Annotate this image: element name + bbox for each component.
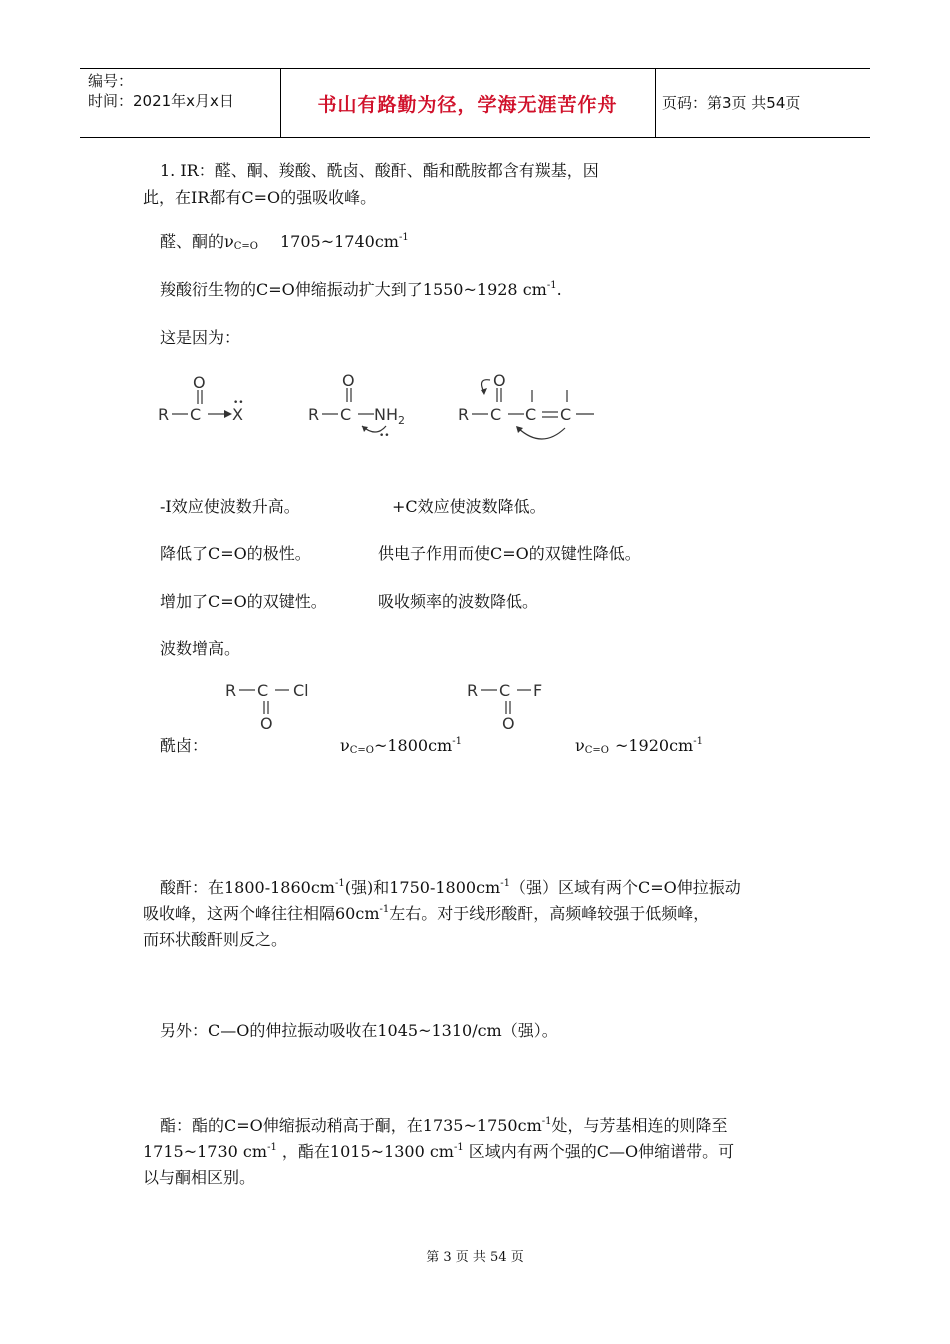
acyl-fluoride-value: [575, 733, 703, 759]
atom-R: R: [225, 681, 237, 700]
unit-exponent: -1: [267, 1142, 277, 1153]
atom-R: R: [158, 405, 170, 424]
atom-C: C: [525, 405, 537, 424]
acyl-fluoride-structure: [467, 681, 542, 733]
anhydride-line2: [143, 901, 709, 927]
atom-C: C: [560, 405, 572, 424]
atom-X: X: [232, 405, 243, 424]
amide-structure: [308, 371, 405, 441]
effect-left-3: 增加了C=O的双键性。: [160, 592, 327, 611]
conjugated-structure: [458, 371, 594, 439]
header-page-number: 页码：第3页 共54页: [662, 94, 801, 112]
para-ir-line2: 此，在IR都有C=O的强吸收峰。: [143, 188, 377, 207]
anhydride-text: 左右。对于线形酸酐，高频峰较强于低频峰，: [389, 904, 710, 923]
atom-R: R: [308, 405, 320, 424]
anhydride-line1: [160, 875, 741, 901]
document-number-label: 编号：: [88, 72, 134, 90]
atom-NH: NH: [374, 405, 398, 424]
ester-text: 处，与芳基相连的则降至: [551, 1116, 728, 1135]
unit-exponent: -1: [453, 1142, 464, 1153]
acyl-fluoride-range: ~1920cm: [614, 736, 694, 755]
acyl-halide-label: 酰卤：: [160, 736, 209, 755]
atom-C: C: [340, 405, 352, 424]
aldehyde-ketone-label: 醛、酮的: [160, 232, 225, 251]
atom-O: O: [260, 714, 273, 733]
co-subscript: C=O: [349, 745, 374, 756]
atom-Cl: Cl: [293, 681, 309, 700]
atom-C: C: [490, 405, 502, 424]
unit-exponent: -1: [452, 736, 462, 747]
unit-exponent: -1: [379, 904, 390, 915]
derivative-line: [160, 277, 562, 303]
anhydride-text: (强)和1750-1800cm: [344, 878, 501, 897]
header-motto: 书山有路勤为径，学海无涯苦作舟: [317, 94, 618, 116]
acyl-chloride-structure: [225, 681, 309, 733]
derivative-text: 羧酸衍生物的C=O伸缩振动扩大到了1550~1928 cm: [160, 280, 547, 299]
anhydride-text: （强）区域有两个C=O伸拉振动: [509, 878, 741, 897]
reason-line: 这是因为：: [160, 328, 241, 347]
acyl-chloride-range: ~1800cm: [373, 736, 453, 755]
unit-exponent: -1: [334, 878, 345, 889]
aldehyde-ketone-range: 1705~1740cm: [279, 232, 399, 251]
co-stretch-line: 另外：C—O的伸拉振动吸收在1045~1310/cm（强）。: [160, 1021, 558, 1040]
ester-text: ，酯在1015~1300 cm: [276, 1142, 454, 1161]
co-subscript: C=O: [233, 241, 258, 252]
nu-symbol: ν: [224, 232, 234, 251]
atom-O: O: [493, 371, 506, 390]
lone-pair-icon: ••: [379, 431, 390, 441]
unit-exponent: -1: [693, 736, 703, 747]
ester-line1: [160, 1113, 728, 1139]
effect-left-4: 波数增高。: [160, 639, 241, 658]
acyl-chloride-value: [340, 733, 462, 759]
atom-O: O: [502, 714, 515, 733]
nu-symbol: ν: [340, 736, 350, 755]
header-divider: [655, 69, 656, 137]
atom-C: C: [190, 405, 202, 424]
atom-O: O: [342, 371, 355, 390]
effect-right-3: 吸收频率的波数降低。: [378, 592, 539, 611]
resonance-structures: [150, 368, 610, 448]
ester-text: 酯：酯的C=O伸缩振动稍高于酮，在1735~1750cm: [160, 1116, 542, 1135]
page-footer: 第 3 页 共 54 页: [426, 1250, 524, 1265]
nu-symbol: ν: [575, 736, 585, 755]
effect-left-2: 降低了C=O的极性。: [160, 544, 311, 563]
co-subscript: C=O: [584, 745, 609, 756]
unit-exponent: -1: [546, 280, 557, 291]
unit-exponent: -1: [398, 232, 409, 243]
acyl-halide-structure: [158, 373, 244, 424]
ester-line3: 以与酮相区别。: [143, 1168, 256, 1187]
atom-R: R: [458, 405, 470, 424]
atom-O: O: [193, 373, 206, 392]
page-header: [80, 68, 870, 138]
ester-text: 区域内有两个强的C—O伸缩谱带。可: [463, 1142, 735, 1161]
curved-arrow-icon: [518, 428, 565, 439]
unit-exponent: -1: [500, 878, 510, 889]
atom-C: C: [499, 681, 511, 700]
acyl-halide-structures: [215, 674, 575, 734]
header-meta: [88, 71, 234, 111]
aldehyde-ketone-line: [160, 229, 409, 255]
para-ir-line1: 1. IR：醛、酮、羧酸、酰卤、酸酐、酯和酰胺都含有羰基，因: [160, 161, 599, 180]
unit-exponent: -1: [541, 1116, 552, 1127]
ester-text: 1715~1730 cm: [143, 1142, 268, 1161]
anhydride-text: 酸酐：在1800-1860cm: [160, 878, 335, 897]
period: .: [556, 280, 562, 299]
atom-R: R: [467, 681, 479, 700]
subscript-2: 2: [398, 414, 405, 427]
atom-C: C: [257, 681, 269, 700]
anhydride-text: 吸收峰，这两个峰往往相隔60cm: [143, 904, 380, 923]
atom-F: F: [533, 681, 543, 700]
effect-conjugative: +C效应使波数降低。: [392, 497, 546, 516]
ester-line2: [143, 1139, 734, 1165]
effect-inductive: -I效应使波数升高。: [160, 497, 300, 516]
effect-right-2: 供电子作用而使C=O的双键性降低。: [378, 544, 641, 563]
document-time-label: 时间：2021年x月x日: [88, 92, 234, 110]
anhydride-line3: 而环状酸酐则反之。: [143, 930, 288, 949]
lone-pair-icon: ••: [233, 398, 244, 408]
